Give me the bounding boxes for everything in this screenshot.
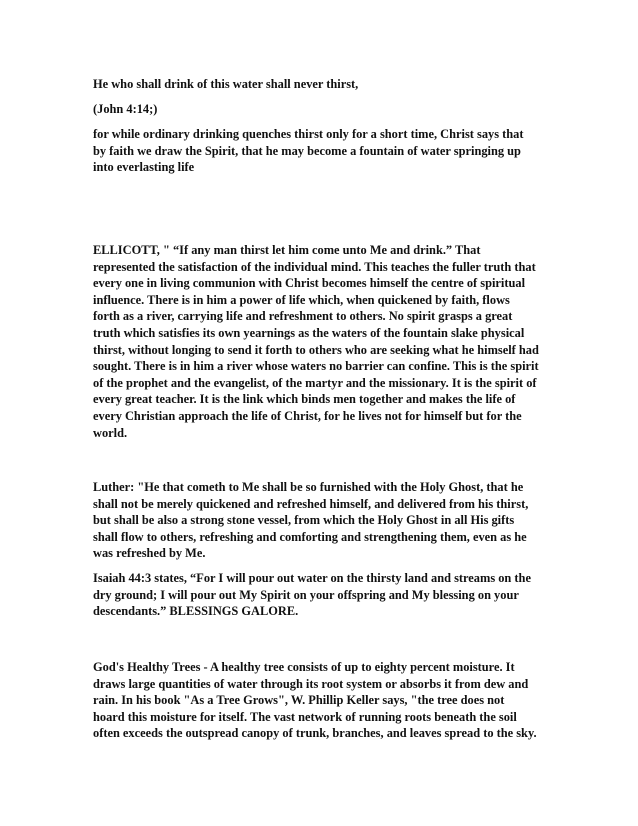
text-line: for while ordinary drinking quenches thirst only for a short time, Christ says that: [93, 127, 524, 141]
text-line: Isaiah 44:3 states, “For I will pour out water on the thirsty land and streams on the: [93, 571, 531, 585]
text-line: often exceeds the outspread canopy of trunk, branches, and leaves spread to the sky.: [93, 726, 537, 741]
text-line: descendants.” BLESSINGS GALORE.: [93, 604, 299, 619]
text-line: influence. There is in him a power of life which, when quickened by faith, flows: [93, 292, 510, 307]
text-line: thirst, without longing to send it forth to others who are seeking what he himself had: [93, 342, 539, 357]
text-line: draws large quantities of water through its root system or absorbs it from dew and: [93, 676, 529, 691]
ellicott-paragraph: [93, 242, 553, 441]
text-line: by faith we draw the Spirit, that he may become a fountain of water springing up: [93, 143, 521, 158]
text-line: shall not be merely quickened and refreshed himself, and delivered from his thirst,: [93, 496, 529, 511]
text-line: (John 4:14;): [93, 102, 158, 116]
text-line: sought. There is in him a river whose waters no barrier can confine. This is the spirit: [93, 359, 539, 374]
text-line: forth as a river, carrying life and refreshment to others. No spirit grasps a great: [93, 309, 513, 324]
text-line: was refreshed by Me.: [93, 546, 206, 561]
text-line: of the prophet and the evangelist, of the martyr and the missionary. It is the spirit of: [93, 375, 537, 390]
text-line: Luther: "He that cometh to Me shall be so furnished with the Holy Ghost, that he: [93, 480, 524, 494]
luther-paragraph: [93, 479, 553, 562]
text-line: into everlasting life: [93, 160, 195, 175]
text-line: represented the satisfaction of the individual mind. This teaches the fuller truth that: [93, 259, 536, 274]
text-line: every Christian approach the life of Christ, for he lives not for himself but for the: [93, 408, 522, 423]
text-line: ELLICOTT, " “If any man thirst let him come unto Me and drink.” That: [93, 243, 481, 257]
text-line: rain. In his book "As a Tree Grows", W. Phillip Keller says, "the tree does not: [93, 693, 505, 708]
text-line: dry ground; I will pour out My Spirit on your offspring and My blessing on your: [93, 587, 519, 602]
text-line: He who shall drink of this water shall never thirst,: [93, 77, 359, 91]
text-line: world.: [93, 425, 128, 440]
text-line: God's Healthy Trees - A healthy tree consists of up to eighty percent moisture. It: [93, 660, 515, 674]
isaiah-paragraph: [93, 570, 553, 620]
text-line: shall flow to others, refreshing and comforting and strengthening them, even as he: [93, 529, 527, 544]
text-line: hoard this moisture for itself. The vast network of running roots beneath the soil: [93, 709, 517, 724]
text-line: truth which satisfies its own yearnings as the waters of the fountain slake physical: [93, 325, 525, 340]
text-line: but shall be also a strong stone vessel, from which the Holy Ghost in all His gifts: [93, 513, 515, 528]
verse-line: [93, 76, 553, 93]
scripture-reference: [93, 101, 553, 118]
text-line: every great teacher. It is the link which binds men together and makes the life of: [93, 392, 516, 407]
healthy-trees-paragraph: [93, 659, 553, 742]
commentary-paragraph: [93, 126, 553, 176]
text-line: every one in living communion with Christ becomes himself the centre of spiritual: [93, 276, 526, 291]
